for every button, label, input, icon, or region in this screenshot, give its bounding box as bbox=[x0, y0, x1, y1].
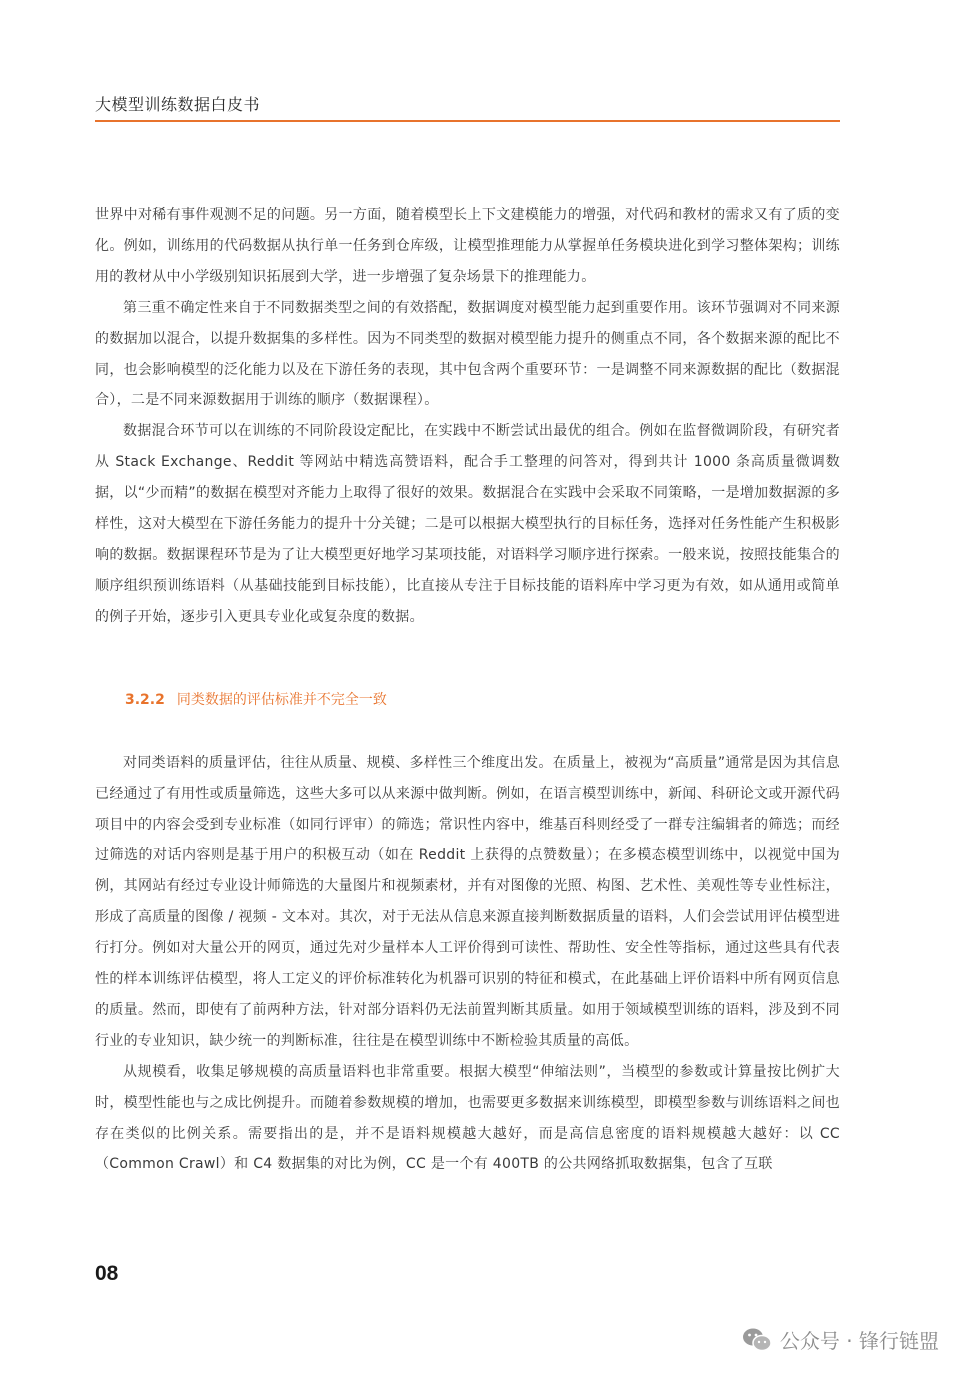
wechat-icon bbox=[742, 1327, 772, 1353]
main-content bbox=[95, 200, 840, 1180]
section-heading bbox=[125, 690, 840, 710]
page-number: 08 bbox=[95, 1262, 119, 1285]
section-title: 同类数据的评估标准并不完全一致 bbox=[176, 691, 387, 708]
running-header: 大模型训练数据白皮书 bbox=[95, 95, 261, 114]
paragraph: 数据混合环节可以在训练的不同阶段设定配比，在实践中不断尝试出最优的组合。例如在监督微调阶段，有研究者从 Stack Exchange、Reddit 等网站中精选高赞语料，配合手工整理的问答对，得到共计 1000 条高质量微调数据，以“少而精”的数据在模型对齐能力上取得了很好的效果。数据混合在实践中会采取不同策略，一是增加数据源的多样性，这对大模型在下游任务能力的提升十分关键；二是可以根据大模型执行的目标任务，选择对任务性能产生积极影响的数据。数据课程环节是为了让大模型更好地学习某项技能，对语料学习顺序进行探索。一般来说，按照技能集合的顺序组织预训练语料（从基础技能到目标技能），比直接从专注于目标技能的语料库中学习更为有效，如从通用或简单的例子开始，逐步引入更具专业化或复杂度的数据。 bbox=[95, 423, 840, 625]
paragraph: 世界中对稀有事件观测不足的问题。另一方面，随着模型长上下文建模能力的增强，对代码和教材的需求又有了质的变化。例如，训练用的代码数据从执行单一任务到仓库级，让模型推理能力从掌握单任务模块进化到学习整体架构；训练用的教材从中小学级别知识拓展到大学，进一步增强了复杂场景下的推理能力。 bbox=[95, 207, 840, 285]
paragraph: 从规模看，收集足够规模的高质量语料也非常重要。根据大模型“伸缩法则”，当模型的参数或计算量按比例扩大时，模型性能也与之成比例提升。而随着参数规模的增加，也需要更多数据来训练模型，即模型参数与训练语料之间也存在类似的比例关系。需要指出的是，并不是语料规模越大越好，而是高信息密度的语料规模越大越好：以 CC（Common Crawl）和 C4 数据集的对比为例，CC 是一个有 400TB 的公共网络抓取数据集，包含了互联 bbox=[95, 1063, 840, 1173]
section-number: 3.2.2 bbox=[125, 691, 165, 708]
paragraph: 第三重不确定性来自于不同数据类型之间的有效搭配，数据调度对模型能力起到重要作用。该环节强调对不同来源的数据加以混合，以提升数据集的多样性。因为不同类型的数据对模型能力提升的侧重点不同，各个数据来源的配比不同，也会影响模型的泛化能力以及在下游任务的表现，其中包含两个重要环节：一是调整不同来源数据的配比（数据混合），二是不同来源数据用于训练的顺序（数据课程）。 bbox=[95, 299, 840, 409]
header-divider bbox=[95, 120, 840, 122]
paragraph: 对同类语料的质量评估，往往从质量、规模、多样性三个维度出发。在质量上，被视为“高质量”通常是因为其信息已经通过了有用性或质量筛选，这些大多可以从来源中做判断。例如，在语言模型训练中，新闻、科研论文或开源代码项目中的内容会受到专业标准（如同行评审）的筛选；常识性内容中，维基百科则经受了一群专注编辑者的筛选；而经过筛选的对话内容则是基于用户的积极互动（如在 Reddit 上获得的点赞数量）；在多模态模型训练中，以视觉中国为例，其网站有经过专业设计师筛选的大量图片和视频素材，并有对图像的光照、构图、艺术性、美观性等专业性标注，形成了高质量的图像 / 视频 - 文本对。其次，对于无法从信息来源直接判断数据质量的语料，人们会尝试用评估模型进行打分。例如对大量公开的网页，通过先对少量样本人工评价得到可读性、帮助性、安全性等指标，通过这些具有代表性的样本训练评估模型，将人工定义的评价标准转化为机器可识别的特征和模式，在此基础上评价语料中所有网页信息的质量。然而，即使有了前两种方法，针对部分语料仍无法前置判断其质量。如用于领域模型训练的语料，涉及到不同行业的专业知识，缺少统一的判断标准，往往是在模型训练中不断检验其质量的高低。 bbox=[95, 754, 840, 1049]
watermark-text: 公众号 · 锋行链盟 bbox=[779, 1329, 939, 1353]
watermark bbox=[742, 1325, 939, 1354]
